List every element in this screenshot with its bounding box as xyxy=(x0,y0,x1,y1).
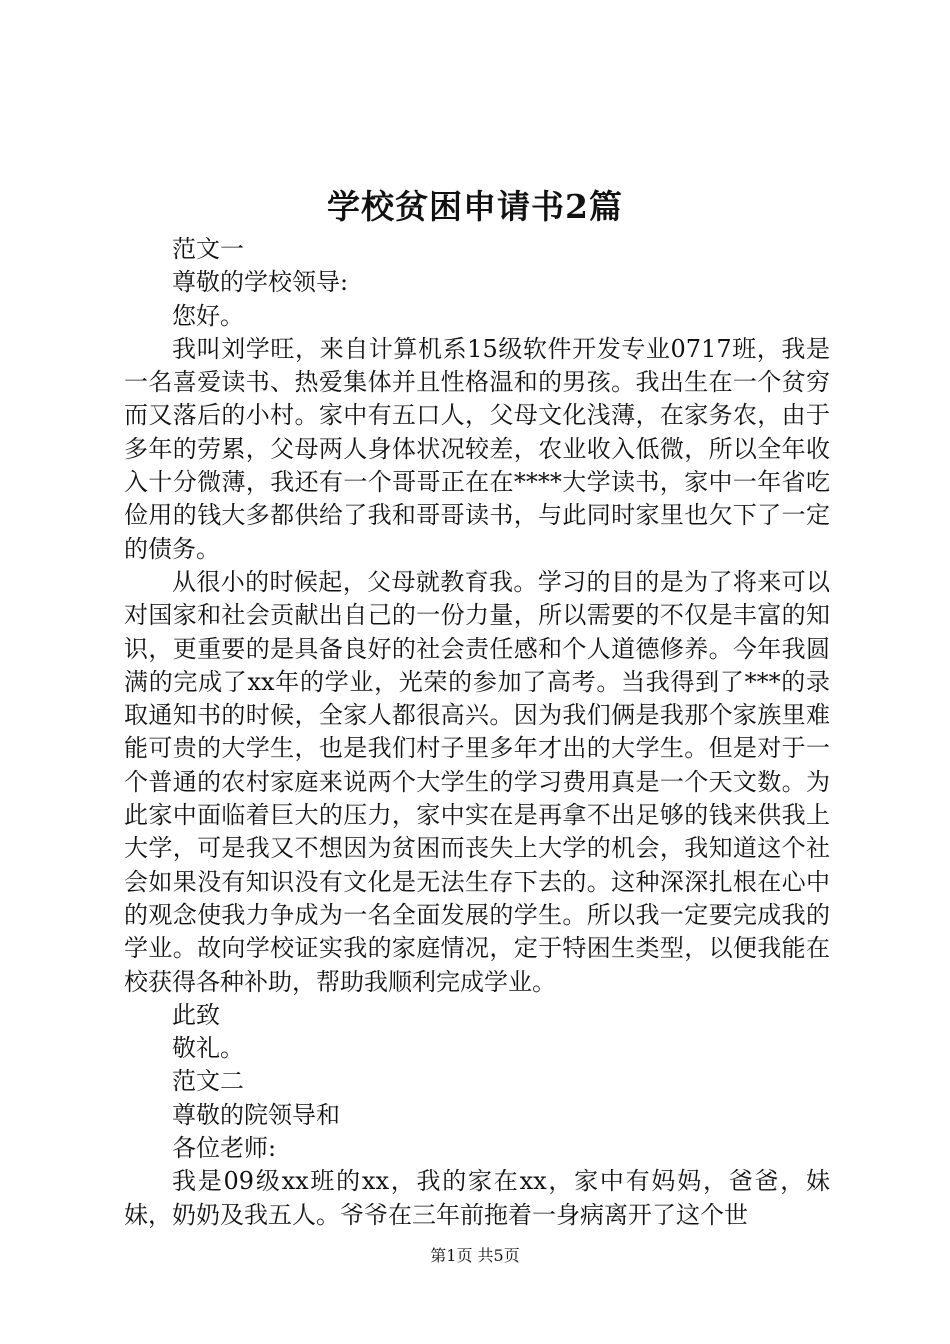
paragraph-greeting: 您好。 xyxy=(172,301,244,330)
document-body xyxy=(124,233,830,1232)
paragraph-salutation: 尊敬的学校领导: xyxy=(172,268,349,297)
page-footer: 第1页 共5页 xyxy=(430,1246,520,1265)
document-title: 学校贫困申请书2篇 xyxy=(327,187,623,226)
paragraph-regards: 敬礼。 xyxy=(172,1034,244,1063)
paragraph-salutation-two: 尊敬的院领导和 xyxy=(172,1100,340,1129)
paragraph-sample-one-heading: 范文一 xyxy=(172,235,244,263)
paragraph-background: 从很小的时候起，父母就教育我。学习的目的是为了将来可以对国家和社会贡献出自己的一份力量，所以需要的不仅是丰富的知识，更重要的是具备良好的社会责任感和个人道德修养。今年我圆满的完成了xx年的学业，光荣的参加了高考。当我得到了***的录取通知书的时候，全家人都很高兴。因为我们俩是我那个家族里难能可贵的大学生，也是我们村子里多年才出的大学生。但是对于一个普通的农村家庭来说两个大学生的学习费用真是一个天文数。为此家中面临着巨大的压力，家中实在是再拿不出足够的钱来供我上大学，可是我又不想因为贫困而丧失上大学的机会，我知道这个社会如果没有知识没有文化是无法生存下去的。这种深深扎根在心中的观念使我力争成为一名全面发展的学生。所以我一定要完成我的学业。故向学校证实我的家庭情况，定于特困生类型，以便我能在校获得各种补助，帮助我顺利完成学业。 xyxy=(124,567,830,996)
paragraph-salutation-teachers: 各位老师: xyxy=(172,1134,277,1163)
paragraph-closing: 此致 xyxy=(172,1000,220,1029)
paragraph-introduction: 我叫刘学旺，来自计算机系15级软件开发专业0717班，我是一名喜爱读书、热爱集体并且性格温和的男孩。我出生在一个贫穷而又落后的小村。家中有五口人，父母文化浅薄，在家务农，由于多年的劳累，父母两人身体状况较差，农业收入低微，所以全年收入十分微薄，我还有一个哥哥正在在****大学读书，家中一年省吃俭用的钱大多都供给了我和哥哥读书，与此同时家里也欠下了一定的债务。 xyxy=(124,334,830,563)
paragraph-sample-two-heading: 范文二 xyxy=(172,1067,244,1096)
paragraph-family-intro: 我是09级xx班的xx，我的家在xx，家中有妈妈，爸爸，妹妹，奶奶及我五人。爷爷在三年前拖着一身病离开了这个世 xyxy=(124,1167,830,1229)
